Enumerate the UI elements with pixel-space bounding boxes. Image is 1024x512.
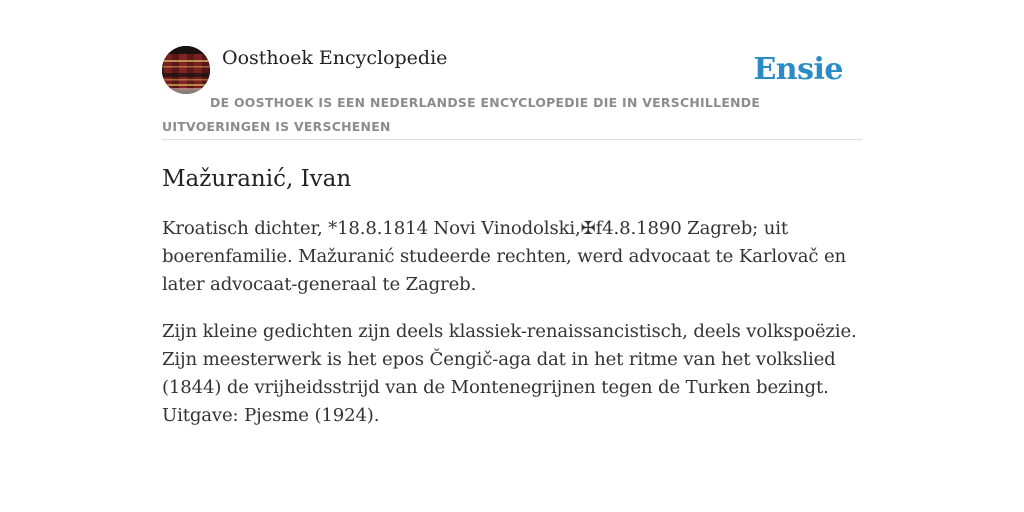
site-tagline: DE OOSTHOEK IS EEN NEDERLANDSE ENCYCLOPEDIE DIE IN VERSCHILLENDE UITVOERINGEN IS VERSCHENEN [162,95,761,134]
ensie-logo[interactable]: Ensie [753,52,843,87]
encyclopedia-books-icon[interactable] [162,46,210,94]
site-name[interactable]: Oosthoek Encyclopedie [222,47,448,69]
header-divider [162,139,862,140]
article [162,162,866,430]
article-title: Mažuranić, Ivan [162,166,352,192]
article-paragraph: Zijn kleine gedichten zijn deels klassiek-renaissancistisch, deels volkspoëzie. Zijn meesterwerk is het epos Čengič-aga dat in het ritme van het volkslied (1844) de vrijheidsstrijd van de Montenegrijnen tegen de Turken bezingt. Uitgave: Pjesme (1924). [162,321,857,426]
article-paragraph: Kroatisch dichter, *18.8.1814 Novi Vinodolski,✠f4.8.1890 Zagreb; uit boerenfamilie. Mažuranić studeerde rechten, werd advocaat te Karlovač en later advocaat-generaal te Zagreb. [162,218,847,295]
books-image [162,46,210,94]
